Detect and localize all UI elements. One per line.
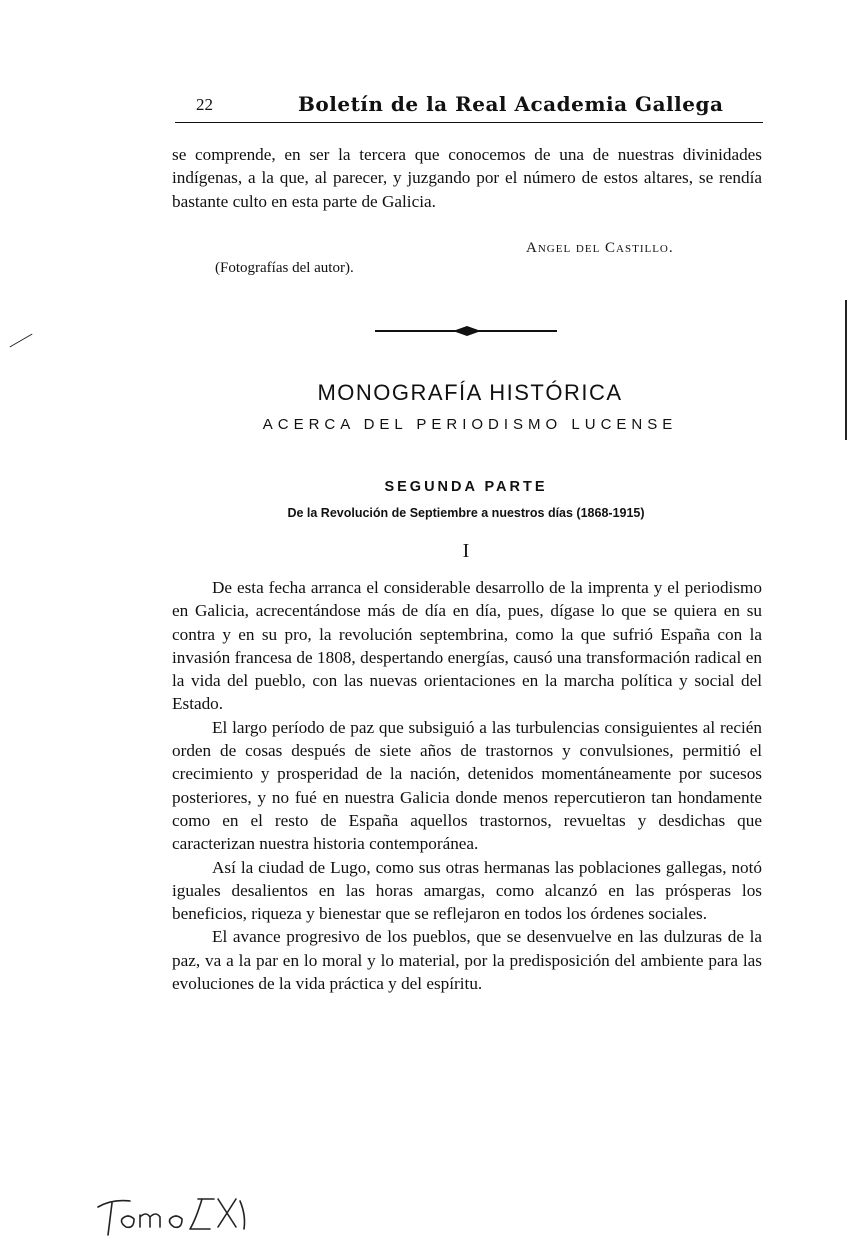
body-paragraph: Así la ciudad de Lugo, como sus otras hermanas las poblaciones gallegas, notó iguales desalientos en las horas amargas, como alcanzó en las prósperas los beneficios, riqueza y bienestar que se reflejaron en todos los órdenes sociales.: [172, 857, 762, 924]
page-number: 22: [196, 95, 213, 114]
article-title: MONOGRAFÍA HISTÓRICA: [317, 380, 623, 405]
ornamental-divider: [375, 322, 557, 340]
previous-article-closing-paragraph: se comprende, en ser la tercera que conocemos de una de nuestras divinidades indígenas, a la que, al parecer, y juzgando por el número de estos altares, se rendía bastante culto en esta parte de Galicia.: [172, 145, 762, 211]
header-rule: [175, 122, 763, 123]
body-paragraph: El largo período de paz que subsiguió a las turbulencias consiguientes al recién orden de cosas después de siete años de trastornos y convulsiones, permitió el crecimiento y prosperidad de la nación, detenidos momentáneamente por sucesos posteriores, y no fué en nuestra Galicia donde menos repercutieron tan hondamente como en el resto de España aquellos trastornos, revueltas y desdichas que caracterizan nuestra historia contemporánea.: [172, 717, 762, 854]
article-subtitle: ACERCA DEL PERIODISMO LUCENSE: [262, 416, 678, 433]
photo-credit: (Fotografías del autor).: [215, 260, 354, 276]
body-paragraph: El avance progresivo de los pueblos, que se desenvuelve en las dulzuras de la paz, va a la par en lo moral y lo material, por la predisposición del ambiente para las evoluciones de la vida práctica y del espíritu.: [172, 927, 762, 994]
article-body: [172, 576, 762, 995]
body-paragraph: De esta fecha arranca el considerable desarrollo de la imprenta y el periodismo en Galicia, acrecentándose más de día en día, pues, dígase lo que se quiera en su contra y en su pro, la revolución septembrina, como la que sufrió España con la invasión francesa de 1808, despertando energías, causó una transformación radical en la vida del pueblo, con las nuevas orientaciones en la marcha política y social del Estado.: [172, 578, 762, 714]
journal-title: Boletín de la Real Academia Gallega: [298, 92, 724, 116]
part-heading: SEGUNDA PARTE: [384, 479, 548, 495]
author-signature: Angel del Castillo.: [526, 240, 674, 256]
scan-artifact: [9, 334, 32, 348]
part-subheading: De la Revolución de Septiembre a nuestros días (1868-1915): [287, 506, 645, 520]
handwritten-note: [90, 1185, 260, 1245]
scan-artifact: [845, 300, 847, 440]
section-numeral: I: [462, 540, 470, 562]
